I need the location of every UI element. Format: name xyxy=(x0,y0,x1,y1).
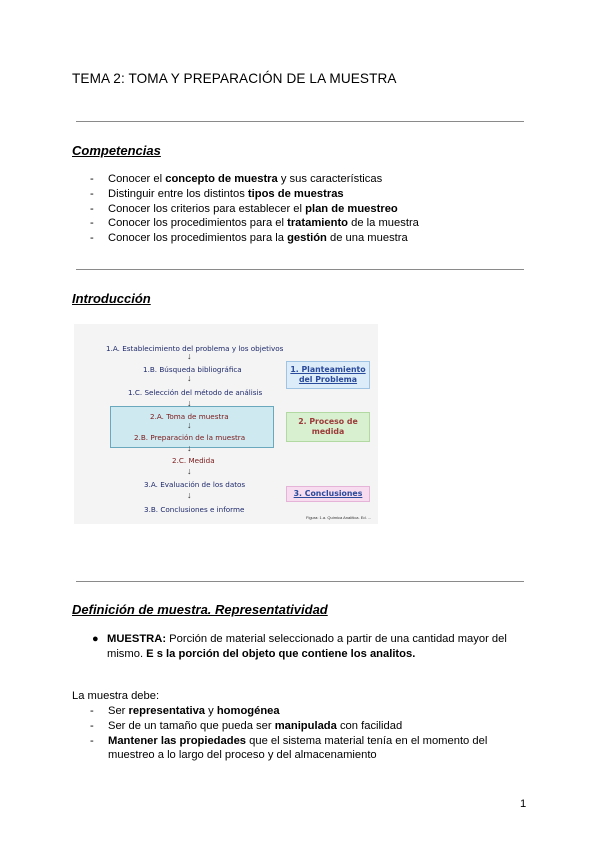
competencias-list xyxy=(90,172,419,246)
down-arrow-icon: ↓ xyxy=(187,490,192,500)
down-arrow-icon: ↓ xyxy=(187,398,192,408)
down-arrow-icon: ↓ xyxy=(187,373,192,383)
page-number: 1 xyxy=(520,798,527,810)
figure-step: 1.C. Selección del método de análisis xyxy=(128,388,263,397)
down-arrow-icon: ↓ xyxy=(187,466,192,476)
page-title: TEMA 2: TOMA Y PREPARACIÓN DE LA MUESTRA xyxy=(72,71,397,86)
section-heading-introduccion: Introducción xyxy=(72,291,151,306)
figure-step: 2.B. Preparación de la muestra xyxy=(134,433,246,442)
bullet-icon: ● xyxy=(92,633,99,645)
figure-step: 3.B. Conclusiones e informe xyxy=(144,505,245,514)
figure-step: 1.B. Búsqueda bibliográfica xyxy=(143,365,242,374)
phase-box-proceso-medida: 2. Proceso de medida xyxy=(286,412,370,442)
divider xyxy=(76,269,524,270)
section-heading-definicion: Definición de muestra. Representatividad xyxy=(72,602,328,617)
down-arrow-icon: ↓ xyxy=(187,351,192,361)
list-item: - Conocer el concepto de muestra y sus características xyxy=(90,172,419,187)
figure-step: 3.A. Evaluación de los datos xyxy=(144,480,246,489)
section-heading-competencias: Competencias xyxy=(72,143,161,158)
phase-box-conclusiones: 3. Conclusiones xyxy=(286,486,370,502)
list-item: - Ser representativa y homogénea xyxy=(90,704,510,719)
list-item: - Mantener las propiedades que el sistema material tenía en el momento del muestreo a lo largo del proceso y del almacenamiento xyxy=(90,734,510,764)
divider xyxy=(76,121,524,122)
list-item: - Distinguir entre los distintos tipos de muestras xyxy=(90,187,419,202)
figure-step: 2.A. Toma de muestra xyxy=(150,412,229,421)
figure-source: Figura: 1.a. Química Analítica. Ed. ... xyxy=(306,515,372,520)
figure-step: 2.C. Medida xyxy=(172,456,215,465)
analytical-process-figure xyxy=(74,324,378,524)
phase-box-planteamiento: 1. Planteamiento del Problema xyxy=(286,361,370,389)
list-item: - Ser de un tamaño que pueda ser manipulada con facilidad xyxy=(90,719,510,734)
muestra-intro: La muestra debe: xyxy=(72,690,160,702)
down-arrow-icon: ↓ xyxy=(187,420,192,430)
list-item: - Conocer los procedimientos para el tratamiento de la muestra xyxy=(90,216,419,231)
muestra-definition: MUESTRA: Porción de material seleccionado a partir de una cantidad mayor del mismo. E s la porción del objeto que contiene los analitos. xyxy=(107,633,507,660)
down-arrow-icon: ↓ xyxy=(187,443,192,453)
divider xyxy=(76,581,524,582)
muestra-requirements-list xyxy=(90,704,510,763)
list-item: - Conocer los criterios para establecer el plan de muestreo xyxy=(90,202,419,217)
figure-step: 1.A. Establecimiento del problema y los objetivos xyxy=(106,344,284,353)
list-item: - Conocer los procedimientos para la gestión de una muestra xyxy=(90,231,419,246)
